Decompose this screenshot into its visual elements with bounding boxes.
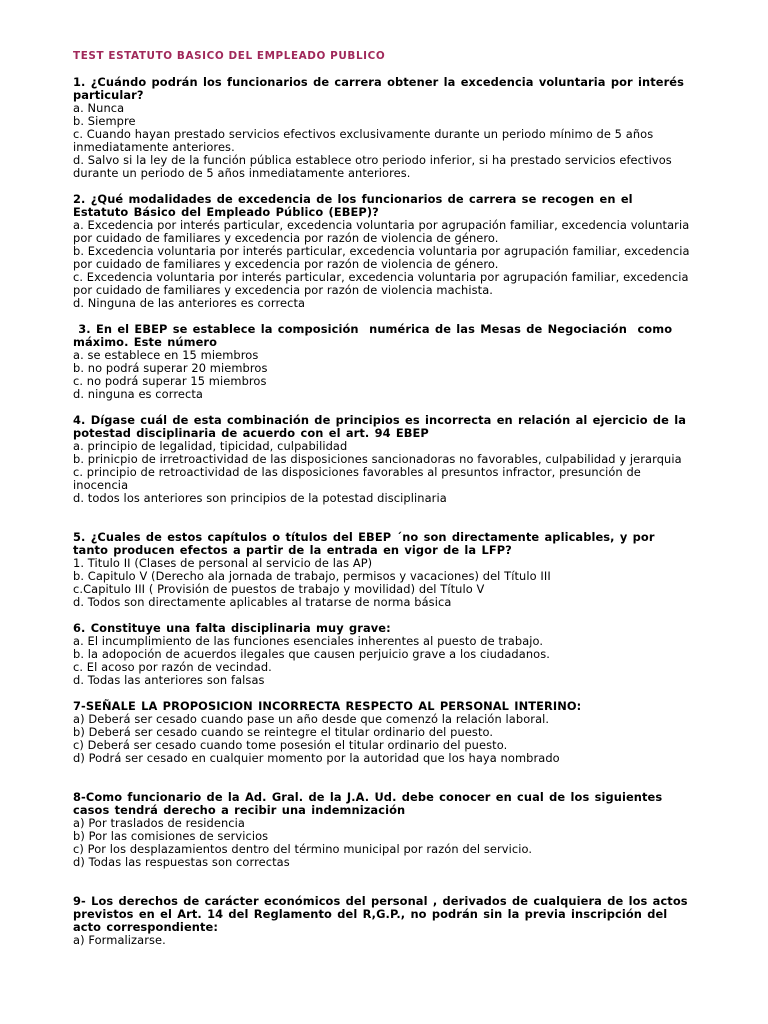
- answer-option: d. Todos son directamente aplicables al tratarse de norma básica: [73, 595, 452, 609]
- answer-option: d. todos los anteriores son principios de la potestad disciplinaria: [73, 491, 447, 505]
- question-8: [73, 791, 693, 869]
- answer-option: c. Cuando hayan prestado servicios efectivos exclusivamente durante un periodo mínimo de 5 años inmediatamente anteriores.: [73, 127, 654, 154]
- answer-option: d) Todas las respuestas son correctas: [73, 855, 290, 869]
- answer-option: a) Por traslados de residencia: [73, 816, 246, 830]
- answer-option: d. ninguna es correcta: [73, 387, 203, 401]
- answer-option: c.Capitulo III ( Provisión de puestos de trabajo y movilidad) del Título V: [73, 582, 485, 596]
- question-text: 3. En el EBEP se establece la composición numérica de las Mesas de Negociación como máximo. Este número: [73, 322, 678, 349]
- document-title: TEST ESTATUTO BASICO DEL EMPLEADO PUBLICO: [73, 50, 386, 62]
- answer-option: a. Excedencia por interés particular, excedencia voluntaria por agrupación familiar, excedencia voluntaria por cuidado de familiares y excedencia por razón de violencia de género.: [73, 218, 690, 245]
- question-2: [73, 193, 693, 310]
- question-6: [73, 622, 693, 687]
- answer-option: d) Podrá ser cesado en cualquier momento por la autoridad que los haya nombrado: [73, 751, 560, 765]
- question-7: [73, 700, 693, 765]
- question-5: [73, 531, 693, 609]
- answer-option: b. no podrá superar 20 miembros: [73, 361, 268, 375]
- answer-option: b. Siempre: [73, 114, 136, 128]
- answer-option: b) Por las comisiones de servicios: [73, 829, 269, 843]
- answer-option: b) Deberá ser cesado cuando se reintegre el titular ordinario del puesto.: [73, 725, 494, 739]
- question-text: 7-SEÑALE LA PROPOSICION INCORRECTA RESPECTO AL PERSONAL INTERINO:: [73, 699, 582, 713]
- answer-option: a. El incumplimiento de las funciones esenciales inherentes al puesto de trabajo.: [73, 634, 544, 648]
- question-text: 4. Dígase cuál de esta combinación de principios es incorrecta en relación al ejercicio de la potestad disciplinaria de acuerdo con el art. 94 EBEP: [73, 413, 687, 440]
- answer-option: b. Excedencia voluntaria por interés particular, excedencia voluntaria por agrupación familiar, excedencia por cuidado de familiares y excedencia por razón de violencia de género.: [73, 244, 690, 271]
- answer-option: c. no podrá superar 15 miembros: [73, 374, 267, 388]
- answer-option: b. Capitulo V (Derecho ala jornada de trabajo, permisos y vacaciones) del Título III: [73, 569, 551, 583]
- question-text: 8-Como funcionario de la Ad. Gral. de la J.A. Ud. debe conocer en cual de los siguientes casos tendrá derecho a recibir una indemnización: [73, 790, 663, 817]
- question-3: [73, 323, 693, 401]
- answer-option: d. Salvo si la ley de la función pública establece otro periodo inferior, si ha prestado servicios efectivos durante un periodo de 5 años inmediatamente anteriores.: [73, 153, 672, 180]
- question-9: [73, 895, 693, 947]
- question-text: 6. Constituye una falta disciplinaria muy grave:: [73, 621, 391, 635]
- answer-option: a. Nunca: [73, 101, 125, 115]
- answer-option: a) Deberá ser cesado cuando pase un año desde que comenzó la relación laboral.: [73, 712, 550, 726]
- answer-option: b. prinicpio de irretroactividad de las disposiciones sancionadoras no favorables, culpabilidad y jerarquia: [73, 452, 682, 466]
- answer-option: d. Ninguna de las anteriores es correcta: [73, 296, 306, 310]
- answer-option: a. se establece en 15 miembros: [73, 348, 259, 362]
- document-page: [73, 50, 693, 960]
- answer-option: b. la adopoción de acuerdos ilegales que causen perjuicio grave a los ciudadanos.: [73, 647, 550, 661]
- answer-option: a. principio de legalidad, tipicidad, culpabilidad: [73, 439, 348, 453]
- answer-option: c. principio de retroactividad de las disposiciones favorables al presuntos infractor, presunción de inocencia: [73, 465, 641, 492]
- question-text: 2. ¿Qué modalidades de excedencia de los funcionarios de carrera se recogen en el Estatuto Básico del Empleado Público (EBEP)?: [73, 192, 633, 219]
- answer-option: d. Todas las anteriores son falsas: [73, 673, 265, 687]
- answer-option: c. Excedencia voluntaria por interés particular, excedencia voluntaria por agrupación familiar, excedencia por cuidado de familiares y excedencia por razón de violencia machista.: [73, 270, 689, 297]
- answer-option: c) Por los desplazamientos dentro del término municipal por razón del servicio.: [73, 842, 533, 856]
- question-4: [73, 414, 693, 505]
- question-text: 1. ¿Cuándo podrán los funcionarios de carrera obtener la excedencia voluntaria por interés particular?: [73, 75, 684, 102]
- question-1: [73, 76, 693, 180]
- answer-option: c. El acoso por razón de vecindad.: [73, 660, 272, 674]
- answer-option: a) Formalizarse.: [73, 933, 166, 947]
- question-text: 5. ¿Cuales de estos capítulos o títulos del EBEP ´no son directamente aplicables, y por tanto producen efectos a partir de la entrada en vigor de la LFP?: [73, 530, 655, 557]
- question-text: 9- Los derechos de carácter económicos del personal , derivados de cualquiera de los actos previstos en el Art. 14 del Reglamento del R,G.P., no podrán sin la previa inscripción del acto correspondiente:: [73, 894, 688, 934]
- answer-option: 1. Titulo II (Clases de personal al servicio de las AP): [73, 556, 373, 570]
- answer-option: c) Deberá ser cesado cuando tome posesión el titular ordinario del puesto.: [73, 738, 508, 752]
